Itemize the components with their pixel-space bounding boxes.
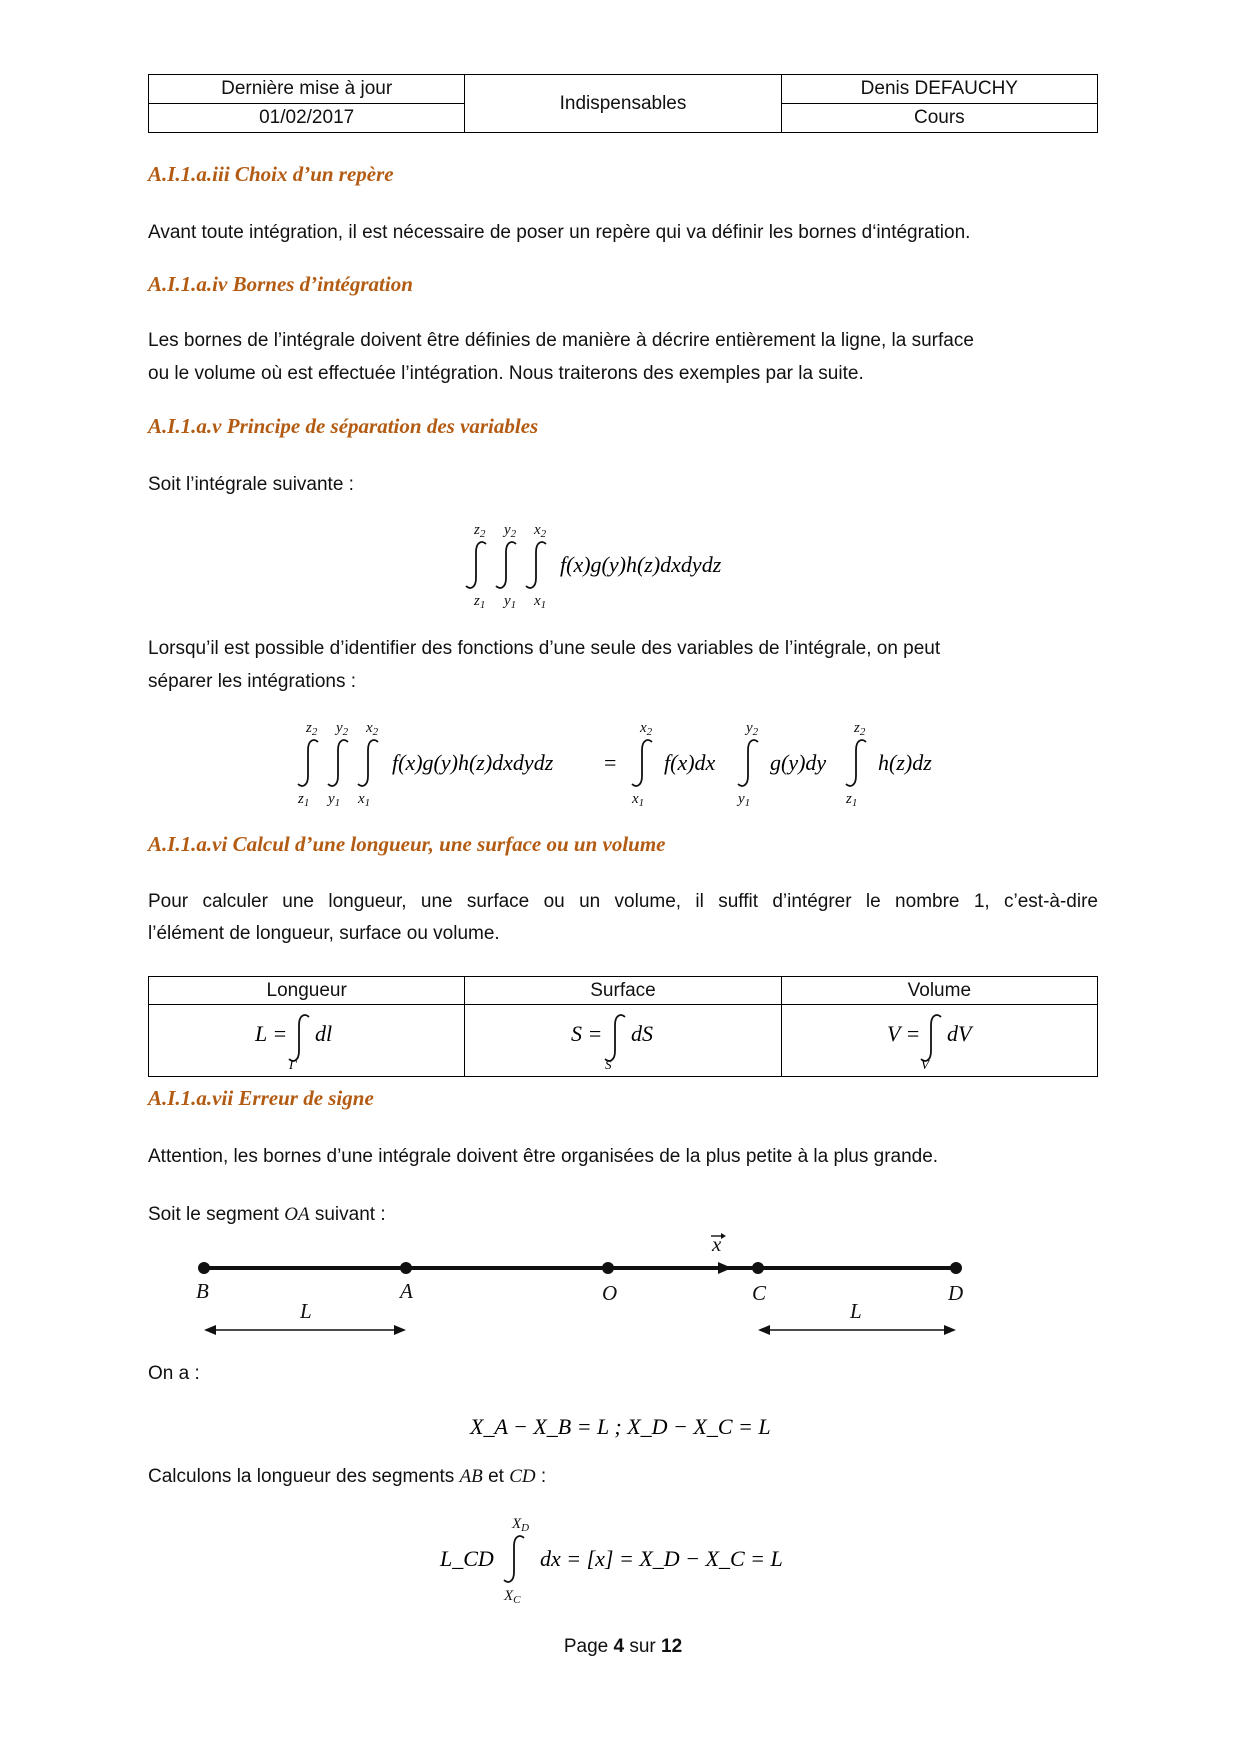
header-doc-type: Cours — [781, 104, 1097, 133]
svg-text:V =: V = — [887, 1021, 921, 1046]
svg-text:y1: $y_1$ — [738, 791, 751, 809]
header-author: Denis DEFAUCHY — [781, 75, 1097, 104]
heading-bornes: A.I.1.a.iv Bornes d’intégration — [148, 272, 413, 296]
label-a: A — [400, 1279, 413, 1303]
table-header-volume: Volume — [781, 977, 1097, 1005]
paragraph-bornes-2: ou le volume où est effectuée l’intégration. Nous traiterons des exemples par la suite. — [148, 363, 864, 384]
label-x: x — [712, 1232, 722, 1256]
segment-diagram — [190, 1226, 980, 1342]
formula-longueur — [149, 1005, 465, 1077]
lcd-lhs: L_CD — [440, 1546, 494, 1571]
svg-text:x1: $x_1$ — [358, 791, 371, 809]
integral-sign-1 — [466, 542, 486, 588]
heading-separation: A.I.1.a.v Principe de séparation des variables — [148, 414, 539, 438]
triple-integral-equation — [460, 516, 800, 616]
paragraph-repere: Avant toute intégration, il est nécessaire de poser un repère qui va définir les bornes d‘intégration. — [148, 222, 971, 243]
separation-equation — [292, 714, 972, 814]
bound-y1: $y_1$ — [504, 593, 517, 611]
point-o-marker — [602, 1262, 614, 1274]
paragraph-bornes-1: Les bornes de l’intégrale doivent être définies de manière à décrire entièrement la ligne, la surface — [148, 330, 974, 351]
header-block — [148, 74, 1098, 133]
paragraph-on-a: On a : — [148, 1363, 200, 1384]
header-date: 01/02/2017 — [149, 104, 465, 133]
gy-term: g(y)dy — [770, 750, 827, 775]
integral-sign-2 — [496, 542, 516, 588]
svg-text:dV: dV — [947, 1021, 972, 1046]
svg-text:S =: S = — [570, 1021, 603, 1046]
lcd-integral-sign — [504, 1536, 524, 1582]
point-d-marker — [950, 1262, 962, 1274]
axis-arrow — [718, 1262, 732, 1274]
svg-text:L =: L = — [254, 1021, 287, 1046]
formula-surface — [465, 1005, 781, 1077]
svg-text:dl: dl — [314, 1021, 332, 1046]
heading-erreur-signe: A.I.1.a.vii Erreur de signe — [148, 1086, 374, 1110]
measure-table — [148, 976, 1098, 1077]
paragraph-lorsquil-1: Lorsqu’il est possible d’identifier des fonctions d’une seule des variables de l’intégrale, on peut — [148, 638, 941, 659]
heading-choix-repere: A.I.1.a.iii Choix d’un repère — [148, 162, 394, 186]
paragraph-soit-integrale: Soit l’intégrale suivante : — [148, 474, 354, 495]
bound-x1: $x_1$ — [534, 593, 547, 611]
label-l-right: L — [850, 1299, 862, 1323]
paragraph-calcul-1: Pour calculer une longueur, une surface ou un volume, il suffit d’intégrer le nombre 1, c’est-à-dire — [148, 891, 1098, 912]
svg-text:S: S — [604, 1057, 612, 1071]
heading-calcul-longueur: A.I.1.a.vi Calcul d’une longueur, une surface ou un volume — [148, 832, 666, 856]
length-equalities — [466, 1406, 786, 1446]
header-table — [148, 74, 1098, 133]
svg-text:x2: $x_2$ — [366, 720, 379, 738]
lcd-equation — [438, 1510, 818, 1610]
page-total: 12 — [661, 1636, 683, 1657]
label-d: D — [948, 1281, 964, 1305]
svg-text:x1: $x_1$ — [632, 791, 645, 809]
point-b-marker — [198, 1262, 210, 1274]
equals-sign: = — [604, 750, 617, 775]
vector-arrow-head — [721, 1233, 726, 1239]
paragraph-lorsquil-2: séparer les intégrations : — [148, 671, 357, 692]
bound-z1: $z_1$ — [474, 593, 486, 611]
label-o: O — [602, 1281, 618, 1305]
table-header-longueur: Longueur — [149, 977, 465, 1005]
paragraph-calculons: Calculons la longueur des segments AB et CD : — [148, 1466, 547, 1487]
paragraph-attention: Attention, les bornes d’une intégrale doivent être organisées de la plus petite à la plus grande. — [148, 1146, 939, 1167]
triple-integrand: f(x)g(y)h(z)dxdydz — [560, 552, 722, 577]
header-title: Indispensables — [465, 75, 781, 133]
last-update-label: Dernière mise à jour — [149, 75, 465, 104]
fx-term: f(x)dx — [664, 750, 716, 775]
equalities-text: X_A − X_B = L ; X_D − X_C = L — [470, 1414, 771, 1439]
svg-text:V: V — [921, 1057, 930, 1071]
page-current: 4 — [613, 1636, 625, 1657]
svg-text:y2: $y_2$ — [746, 720, 759, 738]
svg-text:z2: $z_2$ — [306, 720, 318, 738]
label-c: C — [752, 1281, 767, 1305]
svg-text:z1: $z_1$ — [846, 791, 858, 809]
svg-text:z2: $z_2$ — [854, 720, 866, 738]
integral-sign-3 — [526, 542, 546, 588]
bound-y2: $y_2$ — [504, 522, 517, 540]
svg-text:dS: dS — [630, 1021, 653, 1046]
bound-x2: $x_2$ — [534, 522, 547, 540]
bound-z2: $z_2$ — [474, 522, 486, 540]
bound-xc: $X_C$ — [504, 1588, 521, 1606]
point-c-marker — [752, 1262, 764, 1274]
hz-term: h(z)dz — [878, 750, 932, 775]
page-footer: Page 4 sur 12 — [563, 1636, 683, 1657]
paragraph-soit-segment: Soit le segment OA suivant : — [148, 1204, 386, 1225]
label-b: B — [196, 1279, 209, 1303]
label-l-left: L — [300, 1299, 312, 1323]
bound-xd: $X_D$ — [512, 1516, 530, 1534]
svg-text:Γ: Γ — [288, 1057, 297, 1071]
svg-text:y2: $y_2$ — [336, 720, 349, 738]
paragraph-calcul-2: l’élément de longueur, surface ou volume. — [148, 923, 500, 944]
table-header-surface: Surface — [465, 977, 781, 1005]
svg-text:y1: $y_1$ — [328, 791, 341, 809]
separation-integrand: f(x)g(y)h(z)dxdydz — [392, 750, 554, 775]
lcd-rhs: dx = [x] = X_D − X_C = L — [540, 1546, 783, 1571]
svg-text:z1: $z_1$ — [298, 791, 310, 809]
svg-text:x2: $x_2$ — [640, 720, 653, 738]
point-a-marker — [400, 1262, 412, 1274]
formula-volume — [781, 1005, 1097, 1077]
